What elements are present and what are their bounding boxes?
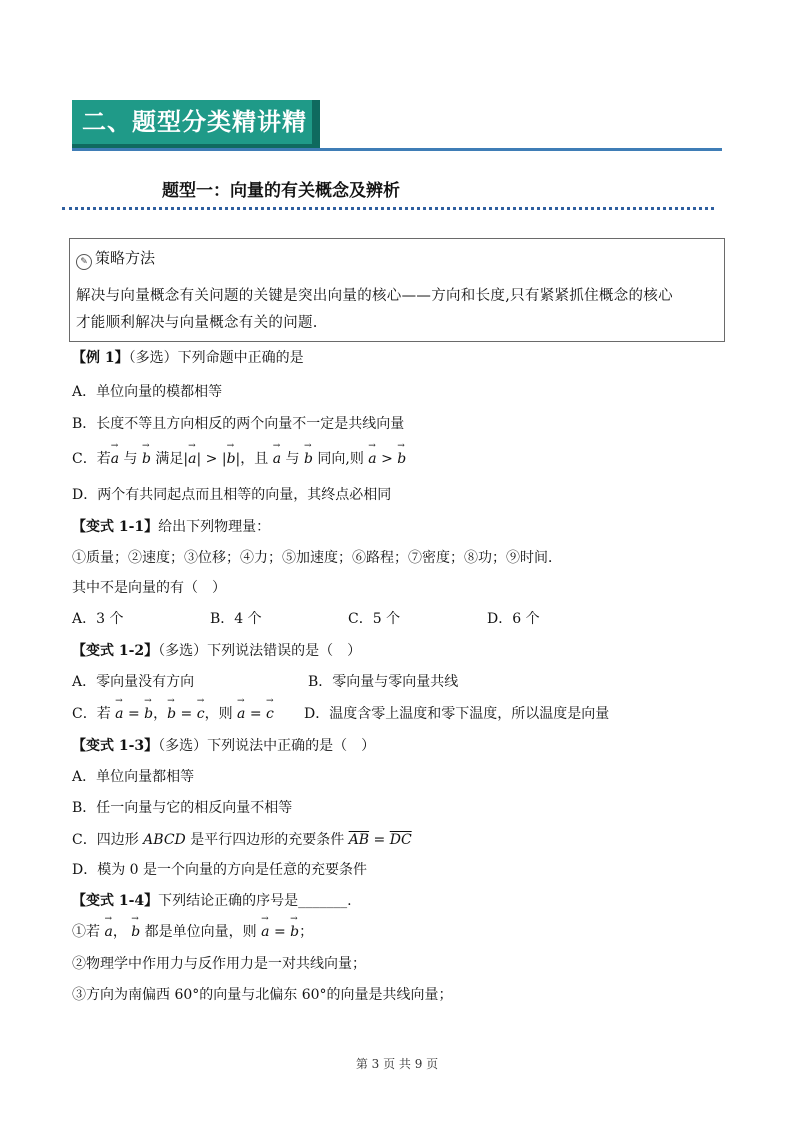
text-segment: C．若	[72, 451, 111, 467]
vector-b: → b	[227, 451, 236, 467]
example-1-option-c	[72, 448, 406, 468]
variant-1-1-stem	[72, 516, 270, 536]
example-1-text: （多选）下列命题中正确的是	[128, 350, 304, 366]
variant-1-3-option-c	[72, 829, 412, 849]
section-rule	[72, 148, 722, 151]
variant-1-4-item-2: ②物理学中作用力与反作用力是一对共线向量；	[72, 956, 366, 972]
vector-b: → b	[304, 451, 313, 467]
text-segment: ，	[153, 706, 168, 722]
vector-a: → a	[237, 706, 245, 722]
example-1-option-a: A．单位向量的模都相等	[72, 384, 223, 400]
vector-b: → b	[144, 706, 153, 722]
text-segment: >	[376, 451, 398, 467]
example-1-option-d: D．两个有共同起点而且相等的向量，其终点必相同	[72, 487, 392, 503]
text-segment: 满足|	[150, 451, 189, 467]
variant-1-3-option-b: B．任一向量与它的相反向量不相等	[72, 800, 293, 816]
variant-1-1-text: 给出下列物理量：	[158, 519, 271, 535]
variant-1-3-text: （多选）下列说法中正确的是（ ）	[158, 738, 376, 754]
variant-1-3-stem	[72, 735, 375, 755]
vector-a: → a	[115, 706, 123, 722]
text-segment: 与	[281, 451, 304, 467]
variant-1-3-label: 【变式 1-3】	[72, 738, 159, 754]
variant-1-4-item-3: ③方向为南偏西 60°的向量与北偏东 60°的向量是共线向量；	[72, 987, 453, 1003]
variant-1-2-option-b: B．零向量与零向量共线	[308, 674, 459, 690]
quadrilateral-name: ABCD	[143, 832, 186, 848]
variant-1-3-option-d: D．模为 0 是一个向量的方向是任意的充要条件	[72, 862, 368, 878]
vector-dc: $\overline{DC}$	[389, 832, 412, 848]
variant-1-2-text: （多选）下列说法错误的是（ ）	[158, 643, 362, 659]
page-footer: 第 3 页 共 9 页	[355, 1057, 439, 1071]
vector-b: → b	[142, 451, 151, 467]
strategy-line-2: 才能顺利解决与向量概念有关的问题.	[76, 315, 318, 331]
text-segment: 是平行四边形的充要条件	[185, 832, 349, 848]
text-segment: =	[245, 706, 267, 722]
strategy-line-1: 解决与向量概念有关问题的关键是突出向量的核心——方向和长度,只有紧紧抓住概念的核心	[76, 288, 673, 304]
variant-1-1-option-a: A．3 个	[72, 611, 124, 627]
variant-1-1-option-d: D．6 个	[487, 611, 540, 627]
vector-a: → a	[368, 451, 376, 467]
dotted-divider	[62, 207, 714, 210]
variant-1-2-label: 【变式 1-2】	[72, 643, 159, 659]
variant-1-1-option-b: B．4 个	[210, 611, 262, 627]
vector-b: → b	[131, 924, 140, 940]
example-1-option-b: B．长度不等且方向相反的两个向量不一定是共线向量	[72, 416, 405, 432]
vector-a: → a	[273, 451, 281, 467]
vector-b: → b	[167, 706, 176, 722]
example-1-label: 【例 1】	[72, 350, 129, 366]
text-segment: ，则	[204, 706, 238, 722]
text-segment: |，且	[235, 451, 273, 467]
variant-1-2-option-d: D．温度含零上温度和零下温度，所以温度是向量	[304, 706, 610, 722]
variant-1-1-label: 【变式 1-1】	[72, 519, 159, 535]
text-segment: C．四边形	[72, 832, 144, 848]
vector-a: → a	[104, 924, 112, 940]
variant-1-1-option-c: C．5 个	[348, 611, 401, 627]
strategy-text	[76, 283, 716, 337]
topic-title: 题型一：向量的有关概念及辨析	[162, 181, 400, 201]
vector-a: → a	[261, 924, 269, 940]
text-segment: ①若	[72, 924, 105, 940]
variant-1-4-label: 【变式 1-4】	[72, 893, 159, 909]
text-segment: 与	[119, 451, 142, 467]
variant-1-1-items: ①质量；②速度；③位移；④力；⑤加速度；⑥路程；⑦密度；⑧功；⑨时间．	[72, 550, 562, 566]
variant-1-2-option-c	[72, 703, 274, 723]
text-segment: C．若	[72, 706, 116, 722]
text-segment: =	[176, 706, 197, 722]
example-1-stem	[72, 347, 304, 367]
variant-1-4-stem	[72, 890, 352, 910]
vector-c: → c	[197, 706, 205, 722]
vector-b: → b	[290, 924, 299, 940]
variant-1-2-option-a: A．零向量没有方向	[72, 674, 195, 690]
variant-1-2-stem	[72, 640, 361, 660]
text-segment: | > |	[196, 451, 227, 467]
variant-1-4-text: 下列结论正确的序号是_______.	[158, 893, 352, 909]
section-title: 二、题型分类精讲精练	[82, 108, 307, 180]
variant-1-3-option-a: A．单位向量都相等	[72, 769, 195, 785]
vector-a: → a	[111, 451, 119, 467]
variant-1-4-item-1	[72, 921, 313, 941]
vector-ab: $\overline{AB}$	[348, 832, 370, 848]
vector-c: → c	[266, 706, 274, 722]
section-banner	[72, 100, 320, 180]
text-segment: =	[369, 832, 390, 848]
vector-a: → a	[188, 451, 196, 467]
strategy-box	[69, 238, 725, 342]
text-segment: 都是单位向量，则	[140, 924, 262, 940]
vector-b: → b	[397, 451, 406, 467]
text-segment: 同向,则	[312, 451, 369, 467]
text-segment: ，	[112, 924, 132, 940]
text-segment: ；	[299, 924, 314, 940]
variant-1-1-question: 其中不是向量的有（ ）	[72, 580, 226, 596]
text-segment: =	[123, 706, 145, 722]
lightbulb-icon: ✎	[76, 254, 92, 270]
text-segment: =	[269, 924, 291, 940]
strategy-heading	[76, 247, 155, 270]
strategy-heading-text: 策略方法	[95, 249, 156, 267]
